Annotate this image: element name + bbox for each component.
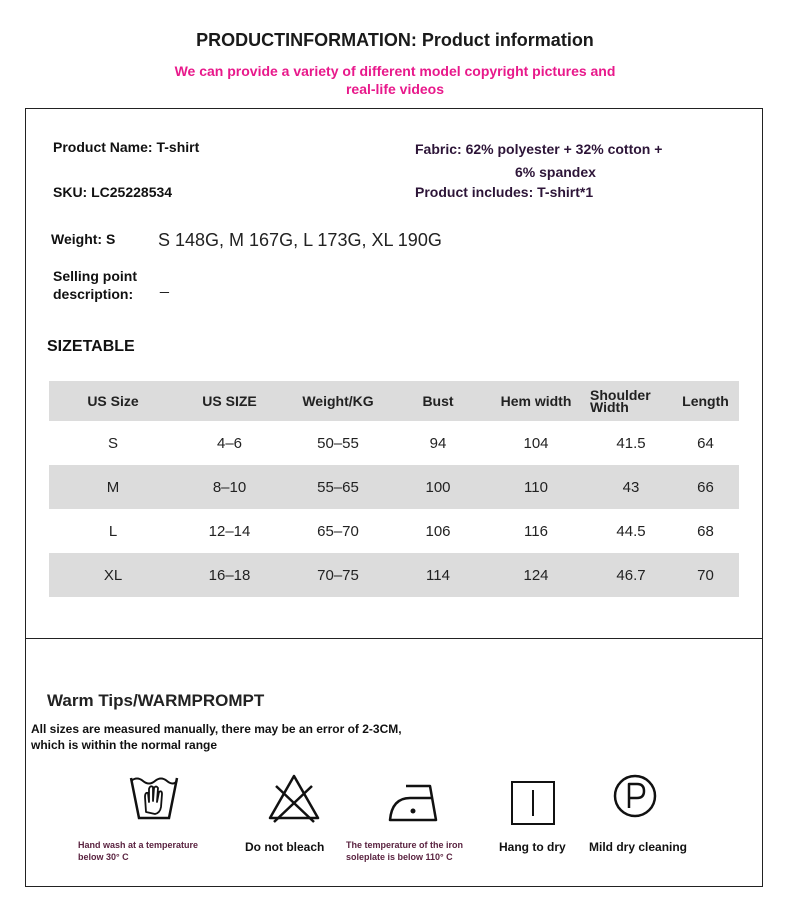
table-cell: 70–75 xyxy=(282,553,394,597)
table-cell: 12–14 xyxy=(208,522,251,540)
table-cell: 16–18 xyxy=(177,553,282,597)
do-not-bleach-icon xyxy=(266,772,322,824)
hang-dry-icon xyxy=(510,780,556,826)
hand-wash-icon xyxy=(128,772,180,824)
table-row xyxy=(49,553,739,597)
table-cell: S xyxy=(107,434,118,452)
warm-tips-title: Warm Tips/WARMPROMPT xyxy=(47,691,265,710)
table-cell: 106 xyxy=(425,522,451,540)
col-shoulder-width: Shoulder Width xyxy=(590,381,672,421)
subtitle xyxy=(120,62,670,98)
selling-point-value: _ xyxy=(160,277,169,294)
table-cell: 55–65 xyxy=(282,465,394,509)
table-cell: 4–6 xyxy=(216,434,243,452)
page-title: PRODUCTINFORMATION: Product information xyxy=(196,30,594,50)
selling-point-label-line-2: description: xyxy=(53,286,134,302)
table-cell: 114 xyxy=(394,553,482,597)
table-cell: 46.7 xyxy=(590,553,672,597)
warm-tips-line-1: All sizes are measured manually, there may be an error of 2-3CM, xyxy=(31,722,402,736)
selling-point-label xyxy=(53,267,137,303)
col-weight: Weight/KG xyxy=(282,381,394,421)
col-length: Length xyxy=(672,381,739,421)
table-header-row xyxy=(49,381,739,421)
iron-icon xyxy=(386,780,442,824)
table-cell: 70 xyxy=(672,553,739,597)
iron-caption-line-1: The temperature of the iron xyxy=(346,840,464,850)
dry-clean-caption: Mild dry cleaning xyxy=(589,840,688,854)
table-cell: 65–70 xyxy=(317,522,359,540)
hand-wash-caption-line-2: below 30° C xyxy=(78,852,129,862)
size-table xyxy=(49,381,739,597)
weight-label: Weight: S xyxy=(51,231,116,247)
table-cell: 104 xyxy=(523,434,549,452)
hand-wash-caption xyxy=(78,839,198,863)
col-us-size-alt: US SIZE xyxy=(177,381,282,421)
iron-caption xyxy=(346,839,463,863)
subtitle-line-1: We can provide a variety of different model copyright pictures and xyxy=(174,63,616,79)
table-cell: 50–55 xyxy=(317,434,359,452)
col-bust: Bust xyxy=(394,381,482,421)
table-cell: M xyxy=(49,465,177,509)
weight-values: S 148G, M 167G, L 173G, XL 190G xyxy=(158,230,442,250)
table-cell: XL xyxy=(49,553,177,597)
selling-point-label-line-1: Selling point xyxy=(53,268,137,284)
table-cell: 68 xyxy=(697,522,714,540)
table-cell: 66 xyxy=(672,465,739,509)
col-us-size: US Size xyxy=(49,381,177,421)
size-table-title: SIZETABLE xyxy=(47,338,135,355)
warm-tips-line-2: which is within the normal range xyxy=(31,738,218,752)
table-cell: 100 xyxy=(394,465,482,509)
table-cell: 41.5 xyxy=(616,434,646,452)
hand-wash-caption-line-1: Hand wash at a temperature xyxy=(78,840,199,850)
table-cell: 44.5 xyxy=(616,522,646,540)
fabric-line-2: 6% spandex xyxy=(515,164,596,180)
table-cell: 110 xyxy=(482,465,590,509)
table-row xyxy=(49,465,739,509)
sku: SKU: LC25228534 xyxy=(53,184,173,200)
warm-tips-text xyxy=(31,721,491,753)
fabric xyxy=(415,138,715,184)
col-hem-width: Hem width xyxy=(482,381,590,421)
iron-caption-line-2: soleplate is below 110° C xyxy=(346,852,453,862)
table-row xyxy=(49,509,739,553)
table-cell: 8–10 xyxy=(177,465,282,509)
product-name: Product Name: T-shirt xyxy=(53,139,200,155)
table-row xyxy=(49,421,739,465)
table-cell: 124 xyxy=(482,553,590,597)
table-cell: 43 xyxy=(590,465,672,509)
fabric-line-1: Fabric: 62% polyester + 32% cotton + xyxy=(415,141,663,157)
table-cell: 94 xyxy=(429,434,447,452)
section-divider xyxy=(25,638,763,639)
dry-clean-icon xyxy=(612,773,658,819)
hang-dry-caption: Hang to dry xyxy=(499,840,566,854)
product-includes: Product includes: T-shirt*1 xyxy=(415,184,594,200)
do-not-bleach-caption: Do not bleach xyxy=(245,840,325,854)
subtitle-line-2: real-life videos xyxy=(345,81,445,97)
table-cell: L xyxy=(108,522,118,540)
table-cell: 64 xyxy=(697,434,714,452)
table-cell: 116 xyxy=(524,522,548,540)
